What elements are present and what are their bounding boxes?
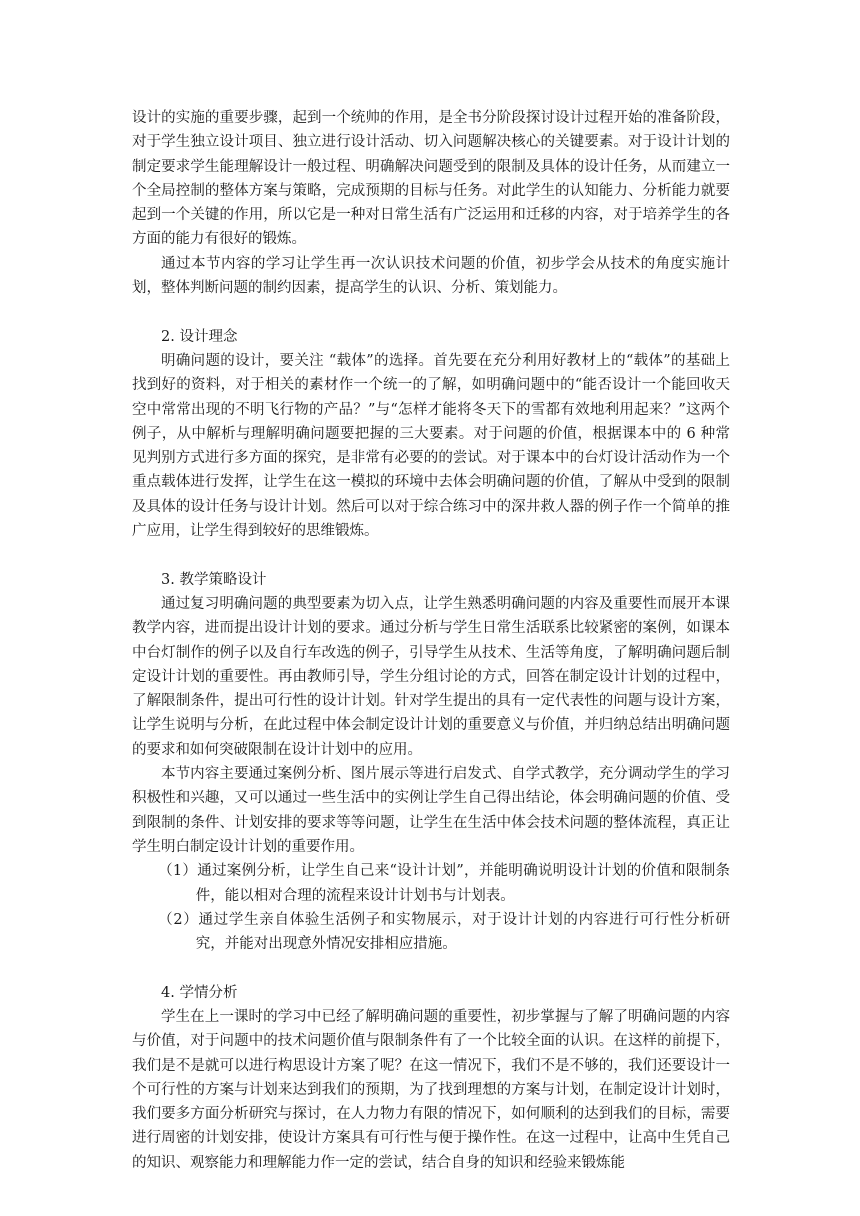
section3-list-item-1: （1）通过案例分析，让学生自己来“设计计划”，并能明确说明设计计划的价值和限制条件，能以相对合理的流程来设计计划书与计划表。: [158, 863, 730, 904]
section2-heading: 2. 设计理念: [161, 328, 238, 345]
section1-paragraph-2: 通过本节内容的学习让学生再一次认识技术问题的价值，初步学会从技术的角度实施计划，整体判断问题的制约因素，提高学生的认识、分析、策划能力。: [132, 255, 730, 297]
section1-paragraph-1: 设计的实施的重要步骤，起到一个统帅的作用，是全书分阶段探讨设计过程开始的准备阶段，对于学生独立设计项目、独立进行设计活动、切入问题解决核心的关键要素。对于设计计划的制定要求学生能理解设计一般过程、明确解决问题受到的限制及具体的设计任务，从而建立一个全局控制的整体方案与策略，完成预期的目标与任务。对此学生的认知能力、分析能力就要起到一个关键的作用，所以它是一种对日常生活有广泛运用和迁移的内容，对于培养学生的各方面的能力有很好的锻炼。: [132, 110, 730, 248]
section2-paragraph-1: 明确问题的设计，要关注 “载体”的选择。首先要在充分利用好教材上的“载体”的基础上找到好的资料，对于相关的素材作一个统一的了解，如明确问题中的“能否设计一个能回收天空中常常出现的不明飞行物的产品？”与“怎样才能将冬天下的雪都有效地利用起来？”这两个例子，从中解析与理解明确问题要把握的三大要素。对于问题的价值，根据课本中的 6 种常见判别方式进行多方面的探究，是非常有必要的的尝试。对于课本中的台灯设计活动作为一个重点载体进行发挥，让学生在这一模拟的环境中去体会明确问题的价值，了解从中受到的限制及具体的设计任务与设计计划。然后可以对于综合练习中的深井救人器的例子作一个简单的推广应用，让学生得到较好的思维锻炼。: [132, 352, 730, 540]
section3-heading: 3. 教学策略设计: [161, 571, 267, 588]
section3-paragraph-2: 本节内容主要通过案例分析、图片展示等进行启发式、自学式教学，充分调动学生的学习积极性和兴趣，又可以通过一些生活中的实例让学生自己得出结论，体会明确问题的价值、受到限制的条件、计划安排的要求等等问题，让学生在生活中体会技术问题的整体流程，真正让学生明白制定设计计划的重要作用。: [132, 766, 730, 855]
section3-paragraph-1: 通过复习明确问题的典型要素为切入点，让学生熟悉明确问题的内容及重要性而展开本课教学内容，进而提出设计计划的要求。通过分析与学生日常生活联系比较紧密的案例，如课本中台灯制作的例子以及自行车改选的例子，引导学生从技术、生活等角度，了解明确问题后制定设计计划的重要性。再由教师引导，学生分组讨论的方式，回答在制定设计计划的过程中，了解限制条件，提出可行性的设计计划。针对学生提出的具有一定代表性的问题与设计方案，让学生说明与分析，在此过程中体会制定设计计划的重要意义与价值，并归纳总结出明确问题的要求和如何突破限制在设计计划中的应用。: [132, 595, 730, 758]
document-page: [132, 106, 730, 1175]
section4-paragraph-1: 学生在上一课时的学习中已经了解明确问题的重要性，初步掌握与了解了明确问题的内容与价值，对于问题中的技术问题价值与限制条件有了一个比较全面的认识。在这样的前提下，我们是不是就可以进行构思设计方案了呢？在这一情况下，我们不是不够的，我们还要设计一个可行性的方案与计划来达到我们的预期，为了找到理想的方案与计划，在制定设计计划时，我们要多方面分析研究与探讨，在人力物力有限的情况下，如何顺利的达到我们的目标，需要进行周密的计划安排，使设计方案具有可行性与便于操作性。在这一过程中，让高中生凭自己的知识、观察能力和理解能力作一定的尝试，结合自身的知识和经验来锻炼能: [132, 1008, 730, 1171]
section4-heading: 4. 学情分析: [161, 984, 238, 1001]
section3-list-item-2: （2）通过学生亲自体验生活例子和实物展示，对于设计计划的内容进行可行性分析研究，并能对出现意外情况安排相应措施。: [158, 911, 730, 953]
